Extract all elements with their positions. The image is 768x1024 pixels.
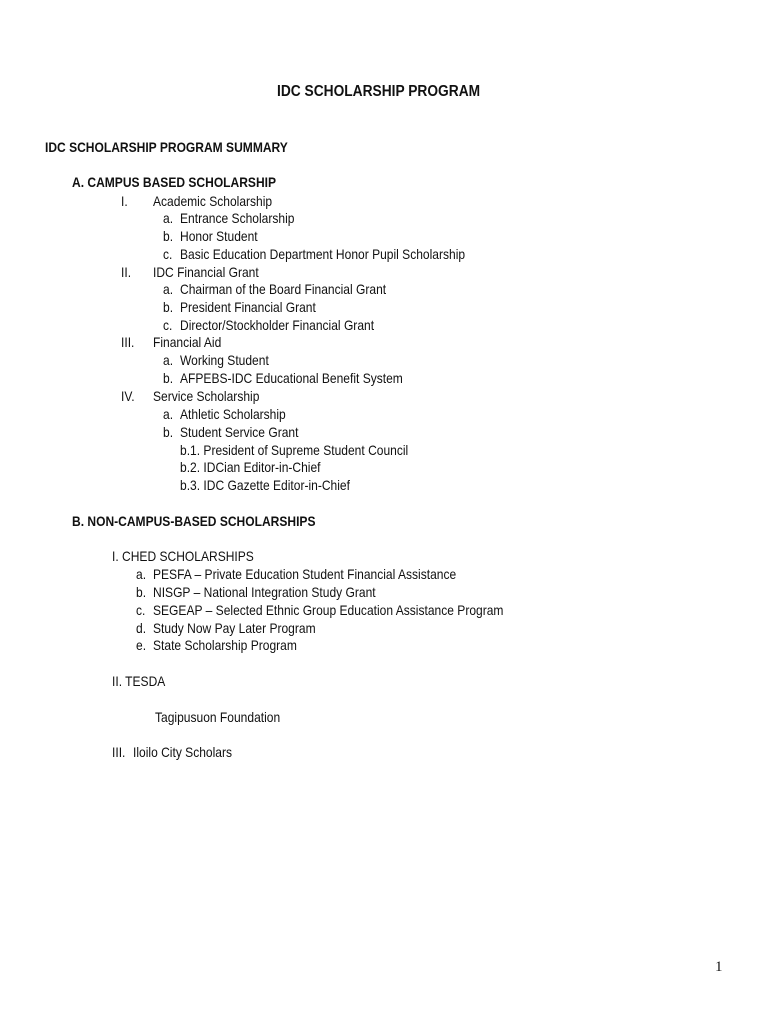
tagipusuon-label: Tagipusuon Foundation (155, 709, 281, 725)
section-a-heading: A. CAMPUS BASED SCHOLARSHIP (72, 174, 277, 190)
list-letter: b. (163, 228, 174, 244)
list-letter: c. (163, 317, 173, 333)
list-item: Director/Stockholder Financial Grant (180, 317, 375, 333)
list-letter: b. (163, 370, 174, 386)
list-letter: b. (136, 584, 147, 600)
list-letter: d. (136, 620, 147, 636)
list-number: III. (121, 334, 135, 350)
list-subitem: b.3. IDC Gazette Editor-in-Chief (180, 477, 350, 493)
list-number: I. (121, 193, 128, 209)
section-b-heading: B. NON-CAMPUS-BASED SCHOLARSHIPS (72, 513, 316, 529)
list-letter: a. (163, 281, 174, 297)
page-title: IDC SCHOLARSHIP PROGRAM (277, 83, 481, 100)
list-letter: b. (163, 299, 174, 315)
list-letter: b. (163, 424, 174, 440)
list-letter: a. (163, 406, 174, 422)
list-letter: e. (136, 637, 147, 653)
list-subitem: b.1. President of Supreme Student Council (180, 442, 409, 458)
list-item: Study Now Pay Later Program (153, 620, 316, 636)
list-label: Service Scholarship (153, 388, 260, 404)
list-label: Financial Aid (153, 334, 222, 350)
list-item: President Financial Grant (180, 299, 316, 315)
list-item: Student Service Grant (180, 424, 299, 440)
list-item: AFPEBS-IDC Educational Benefit System (180, 370, 403, 386)
list-letter: a. (136, 566, 147, 582)
list-letter: c. (136, 602, 146, 618)
page-number: 1 (715, 959, 723, 975)
list-subitem: b.2. IDCian Editor-in-Chief (180, 459, 321, 475)
list-number: II. (121, 264, 132, 280)
ched-label: I. CHED SCHOLARSHIPS (112, 548, 254, 564)
list-letter: c. (163, 246, 173, 262)
list-item: Basic Education Department Honor Pupil Scholarship (180, 246, 466, 262)
list-label: IDC Financial Grant (153, 264, 259, 280)
list-item: Entrance Scholarship (180, 210, 295, 226)
list-item: NISGP – National Integration Study Grant (153, 584, 376, 600)
list-number: III. (112, 744, 126, 760)
list-letter: a. (163, 210, 174, 226)
iloilo-label: Iloilo City Scholars (133, 744, 233, 760)
list-item: State Scholarship Program (153, 637, 297, 653)
summary-heading: IDC SCHOLARSHIP PROGRAM SUMMARY (45, 139, 288, 155)
list-letter: a. (163, 352, 174, 368)
list-item: SEGEAP – Selected Ethnic Group Education Assistance Program (153, 602, 504, 618)
list-item: Athletic Scholarship (180, 406, 286, 422)
list-item: Chairman of the Board Financial Grant (180, 281, 387, 297)
tesda-label: II. TESDA (112, 673, 166, 689)
list-item: PESFA – Private Education Student Financial Assistance (153, 566, 457, 582)
list-item: Honor Student (180, 228, 258, 244)
list-label: Academic Scholarship (153, 193, 273, 209)
list-item: Working Student (180, 352, 269, 368)
list-number: IV. (121, 388, 135, 404)
